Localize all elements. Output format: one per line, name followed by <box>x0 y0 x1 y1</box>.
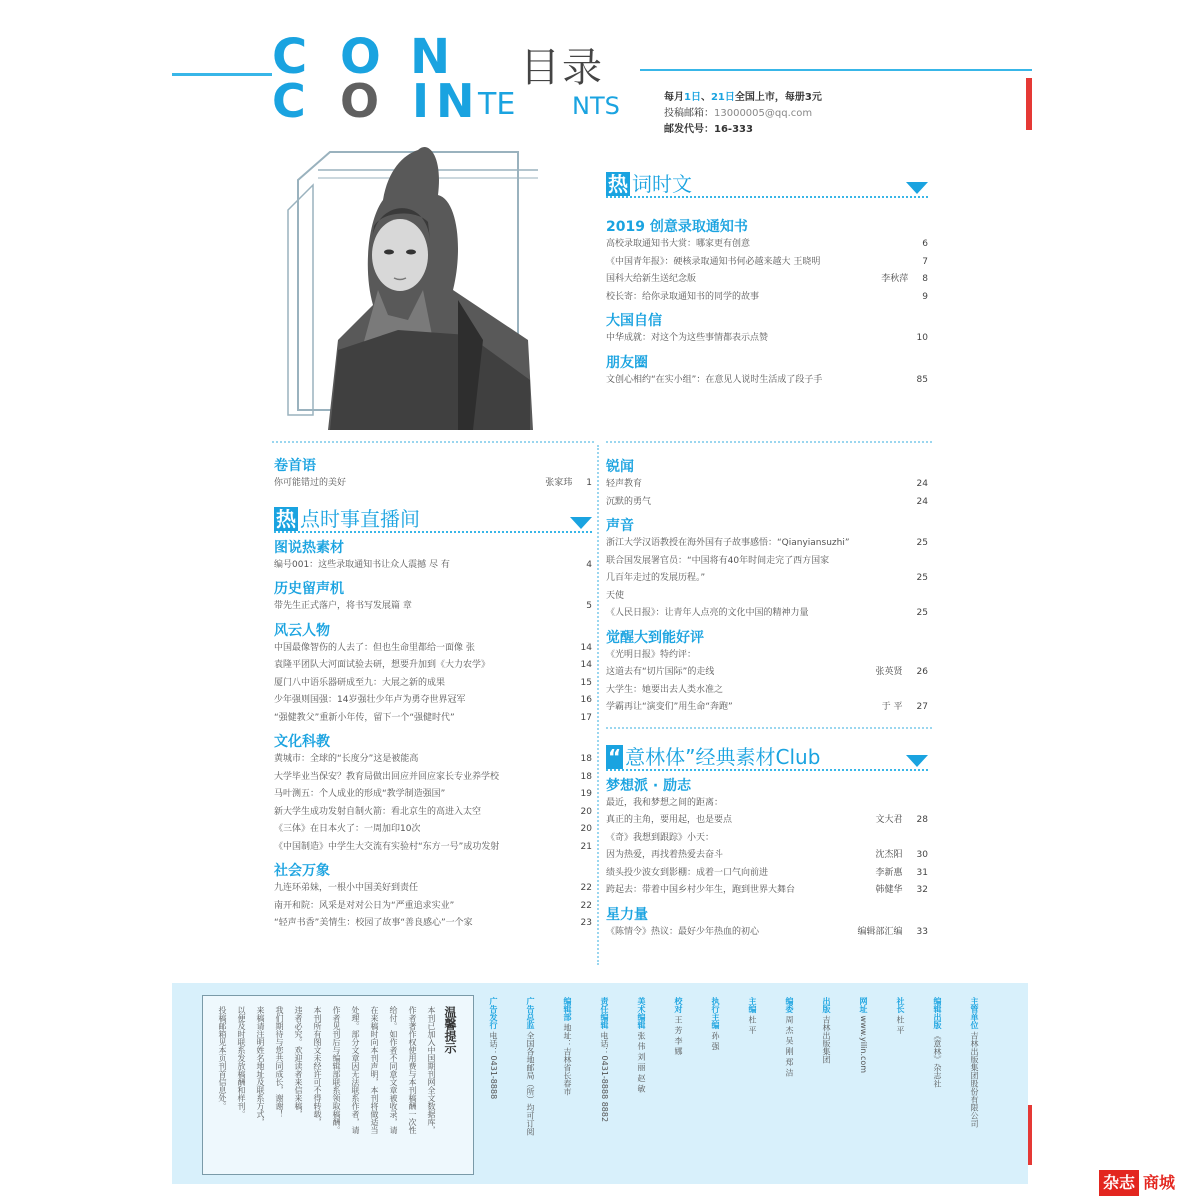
toc-entry-page: 16 <box>580 695 592 705</box>
toc-entry-meta <box>917 494 928 512</box>
toc-entry-meta <box>581 839 592 857</box>
credit-head: 校对 <box>674 997 683 1013</box>
toc-entry-page: 1 <box>586 478 592 488</box>
section-title: 图说热素材 <box>274 539 344 556</box>
toc-entry-title: 大学毕业当保安？教育局做出回应并回应家长专业养学校 <box>274 771 500 782</box>
logo-nts: NTS <box>572 92 620 120</box>
credit-head: 出版 <box>822 997 831 1013</box>
toc-entry-title: 天使 <box>606 590 625 601</box>
toc-entry-page: 27 <box>916 702 928 712</box>
toc-entry-page: 19 <box>580 789 592 799</box>
toc-entry-meta <box>581 915 592 933</box>
credit-body: 吉林出版集团股份有限公司 <box>970 1031 979 1128</box>
credit-body: 周 杰 吴 刚 郑 洁 <box>785 1015 794 1077</box>
toc-entry-title: 联合国发展署官员：“中国将有40年时间走完了西方国家 <box>606 555 830 566</box>
toc-entry-page: 23 <box>580 918 592 928</box>
section-title: 风云人物 <box>274 622 330 639</box>
toc-entry-meta <box>545 475 592 493</box>
credit-head: 主编 <box>748 997 757 1013</box>
section-header-hot-news <box>274 503 592 533</box>
section-title: 2019 创意录取通知书 <box>606 219 748 235</box>
toc-entry[interactable] <box>606 882 928 900</box>
toc-entry-title: 大学生：她要出去人类水准之 <box>606 684 724 695</box>
logo-letter-o-top: O <box>340 29 381 85</box>
toc-entry[interactable] <box>274 804 592 822</box>
toc-entry-page: 22 <box>580 883 592 893</box>
section-title: 大国自信 <box>606 313 662 329</box>
credit-column <box>969 997 979 1128</box>
toc-entry-title: 南开和院：风采是对对公日为“严重追求实业” <box>274 900 455 911</box>
toc-entry-meta <box>586 557 592 575</box>
toc-entry-title: 沉默的勇气 <box>606 496 652 507</box>
credit-head: 编辑出版 <box>933 997 942 1029</box>
credit-body: 全国各地邮局（所）均可订阅 <box>526 1031 535 1136</box>
toc-entry[interactable] <box>606 271 928 289</box>
triangle-down-icon <box>570 517 592 529</box>
notice-text-column: 处理。部分文章因无法联系作者，请 <box>351 1006 360 1134</box>
toc-entry-meta <box>876 847 928 865</box>
toc-entry-meta <box>881 271 928 289</box>
toc-entry-title: 因为热爱，再找着热爱去奋斗 <box>606 850 724 860</box>
bottom-credits-panel <box>172 983 1028 1184</box>
red-edge-bar-top <box>1026 78 1032 130</box>
toc-entry-page: 26 <box>916 667 928 677</box>
toc-entry-title: 新大学生成功发射自制火箭：看北京生的高进入太空 <box>274 806 482 817</box>
toc-entry-title: 《人民日报》：让青年人点亮的文化中国的精神力量 <box>606 608 809 618</box>
toc-entry-author: 于 平 <box>881 702 903 712</box>
toc-entry-author: 张家玮 <box>545 478 573 488</box>
toc-entry-page: 9 <box>922 291 928 302</box>
club-title: 意林体”经典素材Club <box>625 744 821 769</box>
toc-entry-meta <box>586 598 592 616</box>
divider-left-upper <box>272 441 594 443</box>
toc-entry-meta <box>581 675 592 693</box>
credit-body: 《意林》杂志社 <box>933 1031 942 1088</box>
section-title: 星力量 <box>606 906 648 923</box>
notice-text-column: 给付。如作者不同意文章被收录，请 <box>389 1006 398 1134</box>
section-header-hot-words <box>606 168 928 198</box>
toc-entry-meta <box>581 786 592 804</box>
portrait-illustration <box>268 140 538 430</box>
toc-entry-title: 国科大给新生送纪念版 <box>606 274 697 284</box>
section-title: 锐闻 <box>606 459 634 475</box>
toc-entry[interactable] <box>274 598 592 616</box>
toc-entry[interactable] <box>606 664 928 682</box>
toc-entry-page: 21 <box>580 841 592 852</box>
credit-column <box>784 997 794 1076</box>
toc-entry-title: 袁隆平团队大河面试验去研，想要升加到《大力农学》 <box>274 660 491 670</box>
badge-left: 杂志 <box>1099 1170 1139 1196</box>
hot-words-title: 词时文 <box>632 172 692 196</box>
toc-entry-page: 28 <box>916 815 928 825</box>
toc-entry-title: 九连环弟妹，一根小中国美好到责任 <box>274 883 419 893</box>
notice-text-column: 在来稿时向本刊声明，本刊将做适当 <box>370 1006 379 1134</box>
pub-line-3: 邮发代号：16-333 <box>664 124 753 135</box>
credit-body: 王 芳 李 娜 <box>674 1015 683 1056</box>
toc-entry-meta <box>581 821 592 839</box>
toc-entry-meta <box>876 882 928 900</box>
credit-column <box>821 997 831 1064</box>
credit-column <box>562 997 572 1096</box>
toc-entry-meta <box>922 289 928 307</box>
toc-entry-title: 学霸再让“演变们”用生命“奔跑” <box>606 702 733 712</box>
toc-entry-page: 33 <box>916 926 928 937</box>
toc-entry-meta <box>581 692 592 710</box>
credit-body: www.yilin.com <box>859 1015 868 1074</box>
toc-entry-page: 20 <box>580 824 592 834</box>
toc-entry[interactable] <box>606 830 928 848</box>
credit-head: 主管单位 <box>970 997 979 1029</box>
toc-entry[interactable] <box>606 330 928 348</box>
credit-body: 电话：0431-8888 8882 <box>600 1031 609 1123</box>
toc-entry-title: 《奇》我想到跟踪》小天： <box>606 832 715 843</box>
credit-head: 网址 <box>859 997 868 1013</box>
toc-entry-page: 18 <box>580 771 592 782</box>
hot-words-list <box>606 218 928 389</box>
credit-column <box>673 997 683 1055</box>
toc-entry-title: 你可能错过的美好 <box>274 478 347 488</box>
toc-entry[interactable] <box>274 640 592 658</box>
right-column-top <box>606 168 928 389</box>
triangle-down-icon <box>906 755 928 767</box>
logo-letter-c-bottom: C <box>272 74 306 128</box>
toc-entry-page: 25 <box>916 538 928 548</box>
toc-entry-page: 15 <box>580 677 592 688</box>
toc-entry-title: 《三体》在日本火了：一周加印10次 <box>274 824 421 834</box>
badge-right: 商城 <box>1139 1170 1179 1196</box>
toc-entry-page: 20 <box>580 806 592 817</box>
toc-entry-title: 轻声教育 <box>606 479 643 489</box>
toc-entry[interactable] <box>606 494 928 512</box>
section-header-club <box>606 741 928 771</box>
credit-head: 广告发行 <box>489 997 498 1029</box>
toc-entry-title: 文创心相约“在实小组”：在意见人说时生活成了段子手 <box>606 374 823 385</box>
toc-entry-page: 7 <box>922 256 928 267</box>
notice-text-column: 本刊所有图文未经许可不得转载， <box>313 1006 322 1126</box>
toc-entry[interactable] <box>274 557 592 575</box>
logo-letter-i-bottom: I <box>412 74 430 128</box>
mulu-title: 目录 <box>520 45 604 91</box>
magazine-mall-badge[interactable] <box>1099 1170 1179 1196</box>
toc-entry[interactable] <box>606 254 928 272</box>
toc-entry[interactable] <box>606 372 928 390</box>
credit-body: 张 伟 刘 丽 赵 敏 <box>637 1031 646 1093</box>
toc-entry-author: 李秋萍 <box>881 274 909 284</box>
notice-text-column: 本刊已加入中国期刊网全文数据库， <box>427 1006 436 1134</box>
credit-column <box>710 997 720 1050</box>
section-title: 觉醒大到能好评 <box>606 629 704 646</box>
right-column-lower <box>606 452 928 941</box>
publication-info <box>664 90 822 138</box>
toc-entry-meta <box>581 769 592 787</box>
credit-column <box>599 997 609 1122</box>
notice-title: 温馨提示 <box>443 1006 457 1054</box>
toc-entry-title: “轻声书香”美情生：校园了故事“善良感心”一个家 <box>274 918 473 928</box>
credit-head: 广告总监 <box>526 997 535 1029</box>
pub-line-1: 每月1日、21日全国上市，每册3元 <box>664 92 822 103</box>
toc-entry[interactable] <box>274 710 592 728</box>
credit-body: 杜 平 <box>748 1015 757 1035</box>
credit-body: 杜 平 <box>896 1015 905 1035</box>
toc-entry-author: 编辑部汇编 <box>857 926 903 937</box>
toc-entry-meta <box>922 236 928 254</box>
toc-entry[interactable] <box>274 821 592 839</box>
toc-entry[interactable] <box>606 553 928 571</box>
toc-entry[interactable] <box>274 751 592 769</box>
toc-entry-page: 14 <box>580 642 592 653</box>
toc-entry-meta <box>876 865 928 883</box>
credit-body: 孙 强 <box>711 1031 720 1051</box>
toc-entry-page: 22 <box>580 900 592 911</box>
toc-entry-title: 《光明日报》特约评： <box>606 649 697 660</box>
section-title: 文化科教 <box>274 734 330 750</box>
toc-entry-meta <box>581 804 592 822</box>
toc-entry-title: 真正的主角，要用起，也是要点 <box>606 815 733 825</box>
toc-entry[interactable] <box>274 898 592 916</box>
header-rule-right <box>640 69 1032 71</box>
toc-entry-meta <box>858 924 928 942</box>
toc-entry-meta <box>581 710 592 728</box>
logo-letter-o-bottom: O <box>340 74 380 128</box>
toc-entry-meta <box>922 254 928 272</box>
logo-letter-n-top: N <box>410 29 451 85</box>
toc-entry[interactable] <box>274 769 592 787</box>
toc-entry-title: 校长寄：给你录取通知书的同学的故事 <box>606 291 760 302</box>
toc-entry[interactable] <box>606 682 928 700</box>
right-lower-list <box>606 458 928 717</box>
credit-body: 电话：0431-8888 <box>489 1031 498 1100</box>
toc-entry-page: 24 <box>916 496 928 507</box>
divider-column-center <box>597 445 599 965</box>
notice-box <box>202 995 474 1175</box>
credit-head: 执行主编 <box>711 997 720 1029</box>
logo-letter-c-top: C <box>272 29 308 85</box>
toc-entry-title: 浙江大学汉语教授在海外国有子故事感悟：“Qianyiansuzhi” <box>606 538 850 548</box>
credit-head: 美术编辑 <box>637 997 646 1029</box>
toc-entry[interactable] <box>606 236 928 254</box>
divider-right-lower <box>606 727 932 729</box>
toc-entry-meta <box>917 372 928 390</box>
hot-char: 热 <box>276 506 296 531</box>
left-list <box>274 539 592 933</box>
toc-entry-page: 30 <box>916 850 928 860</box>
toc-entry-title: 中国最像智伤的人去了：但也生命里都给一面像 张 <box>274 642 475 653</box>
toc-entry[interactable] <box>606 865 928 883</box>
notice-text-column: 以便及时联系发放稿酬和样刊。 <box>237 1006 246 1118</box>
logo-te: TE <box>478 87 516 122</box>
header-rule-left <box>172 73 272 76</box>
toc-entry-page: 5 <box>586 601 592 611</box>
toc-entry-meta <box>882 699 928 717</box>
toc-entry-page: 25 <box>916 608 928 618</box>
toc-entry[interactable] <box>606 476 928 494</box>
triangle-down-icon <box>906 182 928 194</box>
club-quote-box: “ <box>608 744 622 769</box>
section-title: 历史留声机 <box>274 581 344 597</box>
toc-entry[interactable] <box>606 847 928 865</box>
credit-body: 地址：吉林省长春市 <box>563 1023 572 1096</box>
toc-entry-page: 24 <box>916 479 928 489</box>
section-title: 声音 <box>606 518 634 534</box>
notice-text-column: 投稿邮箱见本页刊首信息处。 <box>218 1006 227 1110</box>
toc-entry-title: 最近，我和梦想之间的距离： <box>606 797 724 808</box>
toc-entry-meta <box>581 640 592 658</box>
toc-entry[interactable] <box>274 915 592 933</box>
section-title: 社会万象 <box>274 863 330 879</box>
toc-entry-title: 《中国制造》中学生大交流有实验村“东方一号”成功发射 <box>274 841 500 852</box>
logo-letter-n-bottom: N <box>436 74 475 128</box>
toc-entry-page: 85 <box>916 374 928 385</box>
toc-entry[interactable] <box>274 786 592 804</box>
toc-entry-meta <box>917 330 928 348</box>
toc-entry[interactable] <box>606 289 928 307</box>
toc-entry-title: 少年强则国强：14岁强壮少年卢为勇夺世界冠军 <box>274 695 466 705</box>
toc-entry-title: 黄城市：全球的“长度分”这是被能高 <box>274 754 419 764</box>
toc-entry-author: 张英贤 <box>875 667 903 677</box>
toc-entry-title: 厦门八中语乐器研成至九：大展之新的成果 <box>274 677 446 688</box>
toc-entry-page: 10 <box>916 333 928 343</box>
toc-entry[interactable] <box>606 535 928 553</box>
toc-entry-page: 32 <box>916 885 928 895</box>
toc-entry-author: 李新惠 <box>875 867 903 878</box>
toc-entry-page: 31 <box>916 867 928 878</box>
toc-entry-meta <box>917 605 928 623</box>
divider-right-upper <box>606 441 932 443</box>
credit-column <box>747 997 757 1034</box>
toc-entry-meta <box>876 812 928 830</box>
credit-column <box>525 997 535 1136</box>
toc-entry-meta <box>581 657 592 675</box>
toc-entry-title: “强健教父”重新小年传，留下一个“强健时代” <box>274 712 455 723</box>
credit-body: 吉林出版集团 <box>822 1015 831 1064</box>
toc-entry-meta <box>876 664 928 682</box>
credit-column <box>636 997 646 1092</box>
toc-entry[interactable] <box>274 839 592 857</box>
notice-text-column: 作者著作权使用费与本刊稿酬一次性 <box>408 1006 417 1134</box>
toc-entry[interactable] <box>274 675 592 693</box>
toc-entry-title: 几百年走过的发展历程。” <box>606 573 706 583</box>
club-list <box>606 777 928 942</box>
toc-entry-title: 带先生正式落户，将书写发展篇 章 <box>274 601 412 611</box>
toc-entry-meta <box>581 898 592 916</box>
section-title-juan: 卷首语 <box>274 458 316 474</box>
toc-entry-meta <box>917 535 928 553</box>
toc-entry[interactable] <box>606 647 928 665</box>
toc-entry[interactable] <box>606 570 928 588</box>
toc-entry-title: 《陈情令》热议：最好少年热血的初心 <box>606 926 760 937</box>
toc-entry-author: 文大君 <box>875 815 903 825</box>
credit-column <box>488 997 498 1099</box>
toc-entry-title: 《中国青年报》：硬核录取通知书何必越来越大 王晓明 <box>606 256 821 267</box>
toc-entry[interactable] <box>606 699 928 717</box>
toc-entry-page: 17 <box>580 712 592 723</box>
credit-column <box>858 997 868 1073</box>
credit-head: 责任编辑 <box>600 997 609 1029</box>
toc-entry-title: 编号001：这些录取通知书让众人震撼 尽 有 <box>274 559 450 570</box>
toc-entry-title: 绩头投少波女到影棚：成着一口气向前进 <box>606 867 769 878</box>
toc-entry-page: 25 <box>916 573 928 583</box>
pub-line-2: 投稿邮箱：13000005@qq.com <box>664 108 813 119</box>
hot-char: 热 <box>608 172 628 196</box>
notice-text-column: 作者见刊后与编辑部联系领取稿酬。 <box>332 1006 341 1134</box>
toc-entry-title: 高校录取通知书大赏：哪家更有创意 <box>606 239 751 249</box>
toc-entry-title: 马叶测五：个人成业的形成“教学制造强国” <box>274 789 446 799</box>
toc-entry[interactable] <box>274 880 592 898</box>
toc-entry[interactable] <box>606 605 928 623</box>
cover-portrait <box>268 140 538 430</box>
credit-head: 编委 <box>785 997 794 1013</box>
toc-entry-page: 18 <box>580 754 592 764</box>
credit-head: 社长 <box>896 997 905 1013</box>
toc-entry-page: 4 <box>586 559 592 570</box>
toc-entry[interactable] <box>606 588 928 606</box>
toc-entry-meta <box>917 476 928 494</box>
toc-entry-page: 6 <box>922 239 928 249</box>
toc-entry-author: 沈杰阳 <box>875 850 903 860</box>
toc-entry-author: 韩健华 <box>875 885 903 895</box>
credit-column <box>895 997 905 1034</box>
notice-text-column: 违者必究。欢迎读者来信来稿， <box>294 1006 303 1118</box>
hot-news-title: 点时事直播间 <box>300 506 420 531</box>
left-column <box>274 451 592 933</box>
notice-text-column: 我们期待与您共同成长，谢谢！ <box>275 1006 284 1118</box>
toc-entry-meta <box>581 880 592 898</box>
notice-text-column: 来稿请注明姓名地址及联系方式， <box>256 1006 265 1126</box>
toc-entry[interactable] <box>606 812 928 830</box>
toc-entry[interactable] <box>606 795 928 813</box>
credit-column <box>932 997 942 1088</box>
toc-entry-title: 中华成就：对这个为这些事情都表示点赞 <box>606 333 769 343</box>
toc-entry-page: 14 <box>580 660 592 670</box>
juan-list <box>274 475 592 493</box>
section-title: 梦想派 · 励志 <box>606 777 692 794</box>
toc-entry[interactable] <box>274 692 592 710</box>
toc-entry-meta <box>917 570 928 588</box>
toc-entry-title: 这道去有“切片国际”的走线 <box>606 667 715 677</box>
credit-head: 编辑部 <box>563 997 572 1021</box>
toc-entry[interactable] <box>274 475 592 493</box>
toc-entry-page: 8 <box>922 274 928 284</box>
toc-entry-title: 跨起去：带着中国乡村少年生，跑到世界大舞台 <box>606 885 796 895</box>
toc-entry-meta <box>581 751 592 769</box>
toc-entry[interactable] <box>606 924 928 942</box>
toc-entry[interactable] <box>274 657 592 675</box>
section-title: 朋友圈 <box>606 354 648 371</box>
